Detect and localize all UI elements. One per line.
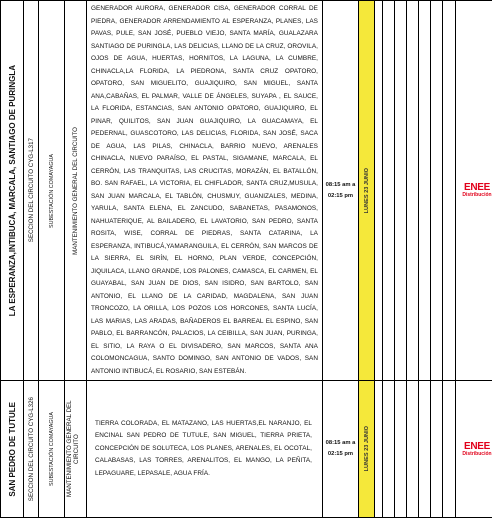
empty-cell [443,1,456,381]
enee-logo-subtitle: Distribución [462,451,491,457]
schedule-row-2 [1,381,492,518]
date-label: LUNES 23 JUNIO [364,168,370,213]
empty-cell [407,1,419,381]
empty-cell [383,381,395,518]
substation-label: SUBESTACIÓN COMAYAGUA [49,412,55,486]
time-cell [323,381,359,518]
empty-cell [375,1,383,381]
region-label: LA ESPERANZA,INTIBUCÁ, MARCALA, SANTIAGO DE PURINGLA [8,65,17,316]
time-label: 08:15 am a 02:15 pm [323,438,358,460]
work-label: MANTENIMIENTO GENERAL DEL CIRCUITO [72,127,79,255]
work-label: MANTENIMIENTO GENERAL DEL CIRCUITO [66,389,86,509]
enee-logo [456,442,492,457]
circuit-cell [24,1,39,381]
enee-logo-mark: ENEE [464,442,490,451]
date-cell [359,1,375,381]
enee-logo-mark: ENEE [464,183,490,192]
date-cell [359,381,375,518]
region-label: SAN PEDRO DE TUTULE [8,402,17,497]
substation-label: SUBESTACIÓN COMAYAGUA [49,154,55,228]
circuit-label: SECCIÓN DEL CIRCUITO CYG-L317 [28,138,35,242]
empty-cell [419,1,431,381]
affected-areas-text: TIERRA COLORADA, EL MATAZANO, LAS HUERTAS,EL NARANJO, EL ENCINAL SAN PEDRO DE TUTULE, SAN MIGUEL, TIERRA PRIETA, CONCEPCIÓN DE SOLUTECA, LOS PLANES, ARENALES, EL OCOTAL, CALABASAS, LAS TORRES, ARENALITOS, EL MANGO, LA PEÑITA, LEPAGUARE, LEPASALE, AGUA FRÍA. [95,418,312,481]
work-cell [65,381,87,518]
enee-logo [456,183,492,198]
time-cell [323,1,359,381]
circuit-label: SECCIÓN DEL CIRCUITO CYG-L326 [28,397,35,501]
affected-areas-cell [87,1,323,381]
substation-cell [39,1,65,381]
empty-cell [443,381,456,518]
empty-cell [419,381,431,518]
schedule-row-1 [1,1,492,381]
empty-cell [431,1,443,381]
empty-cell [395,381,407,518]
brand-cell [456,1,492,381]
affected-areas-text: GENERADOR AURORA, GENERADOR CISA, GENERADOR CORRAL DE PIEDRA, GENERADOR ARRENDAMIENTO AL ESPERANZA, PLANES, LAS PAVAS, PULE, SAN JOSÉ, PUEBLO VIEJO, SANTA MARÍA, GUALAZARA SANTIAGO DE PURINGLA, LAS DELICIAS, LLANO DE LA CRUZ, OROVILA, OJOS DE AGUA, HUERTAS, HORNITOS, LA LAGUNA, LA CUMBRE, CHINACLA,LA FLORIDA, LA PIEDRONA, SANTA CRUZ OPATORO, OPATORO, SAN MIGUELITO, GUAJIQUIRO, SAN MIGUEL, SANTA ANA,CABAÑAS, EL PALMAR, VALLE DE ÁNGELES, SUYAPA , EL SAUCE, LA FLORIDA, ESTANCIAS, SAN ANTONIO OPATORO, GUAJIQUIRO, EL PINAR, QUILITOS, SAN JUAN GUAJIQUIRO, LA GUACAMAYA, EL PEDERNAL, GUASCOTORO, LAS DELICIAS, FLORIDA, SAN JOSÉ, SACA DE AGUA, LAS PILAS, CHINACLA, BARRIO NUEVO, ARENALES CHINACLA, NUEVO PARAÍSO, EL PASTAL, SIGAMANE, MARCALA, EL CERRÓN, LAS TRANQUITAS, LAS CRUCITAS, MORAZÁN, EL BATALLÓN, BO. SAN RAFAEL, LA VICTORIA, EL CHIFLADOR, SANTA CRUZ,MUSULA, SAN JUAN MARCALA, EL TABLÓN, CHUSMUY, GUANIZALES, MEDINA, YARULA, SANTA ELENA, EL ZANCUDO, SABANETAS, PASAMONOS, NAHUATERIQUE, AL BAILADERO, EL LAVATORIO, SAN PEDRO, SANTA ROSITA, WISE, CORRAL DE PIEDRAS, SANTA CATARINA, LA ESPERANZA, INTIBUCÁ,YAMARANGUILA, EL CERRÓN, SAN MARCOS DE LA SIERRA, EL SIRÍN, EL HORNO, PLAN VERDE, CONCEPCIÓN, JIQUILACA, LLANO GRANDE, LOS PALONES, CAMASCA, EL CARMEN, EL GUAYABAL, SAN JUAN DE DIOS, SAN ISIDRO, SAN BARTOLO, SAN ANTONIO, EL LLANO DE LA CARIDAD, MAGDALENA, SAN JUAN TRONCOZO, LA ORILLA, LOS POZOS LOS HORCONES, SANTA LUCÍA, LAS MARIAS, LAS ARADAS, BAÑADEROS EL BARREAL EL ESPINO, SAN PABLO, EL BARRANCÓN, PALACIOS, LA CEIBILLA, SAN JUAN, PURINGA, EL SITIO, LA RAYA O EL DIVISADERO, SAN MARCOS, SANTA ANA COLOMONCAGUA, SANTO DOMINGO, SAN ANTONIO DE VADOS, SAN ANTONIO INTIBUCÁ, EL ROSARIO, SAN ESTEBÁN. [91,3,318,378]
substation-cell [39,381,65,518]
empty-cell [431,381,443,518]
date-label: LUNES 23 JUNIO [364,426,370,471]
empty-cell [395,1,407,381]
empty-cell [375,381,383,518]
empty-cell [407,381,419,518]
affected-areas-cell [87,381,323,518]
region-cell [1,381,24,518]
region-cell [1,1,24,381]
brand-cell [456,381,492,518]
time-label: 08:15 am a 02:15 pm [323,180,358,202]
empty-cell [383,1,395,381]
enee-logo-subtitle: Distribución [462,192,491,198]
work-cell [65,1,87,381]
circuit-cell [24,381,39,518]
